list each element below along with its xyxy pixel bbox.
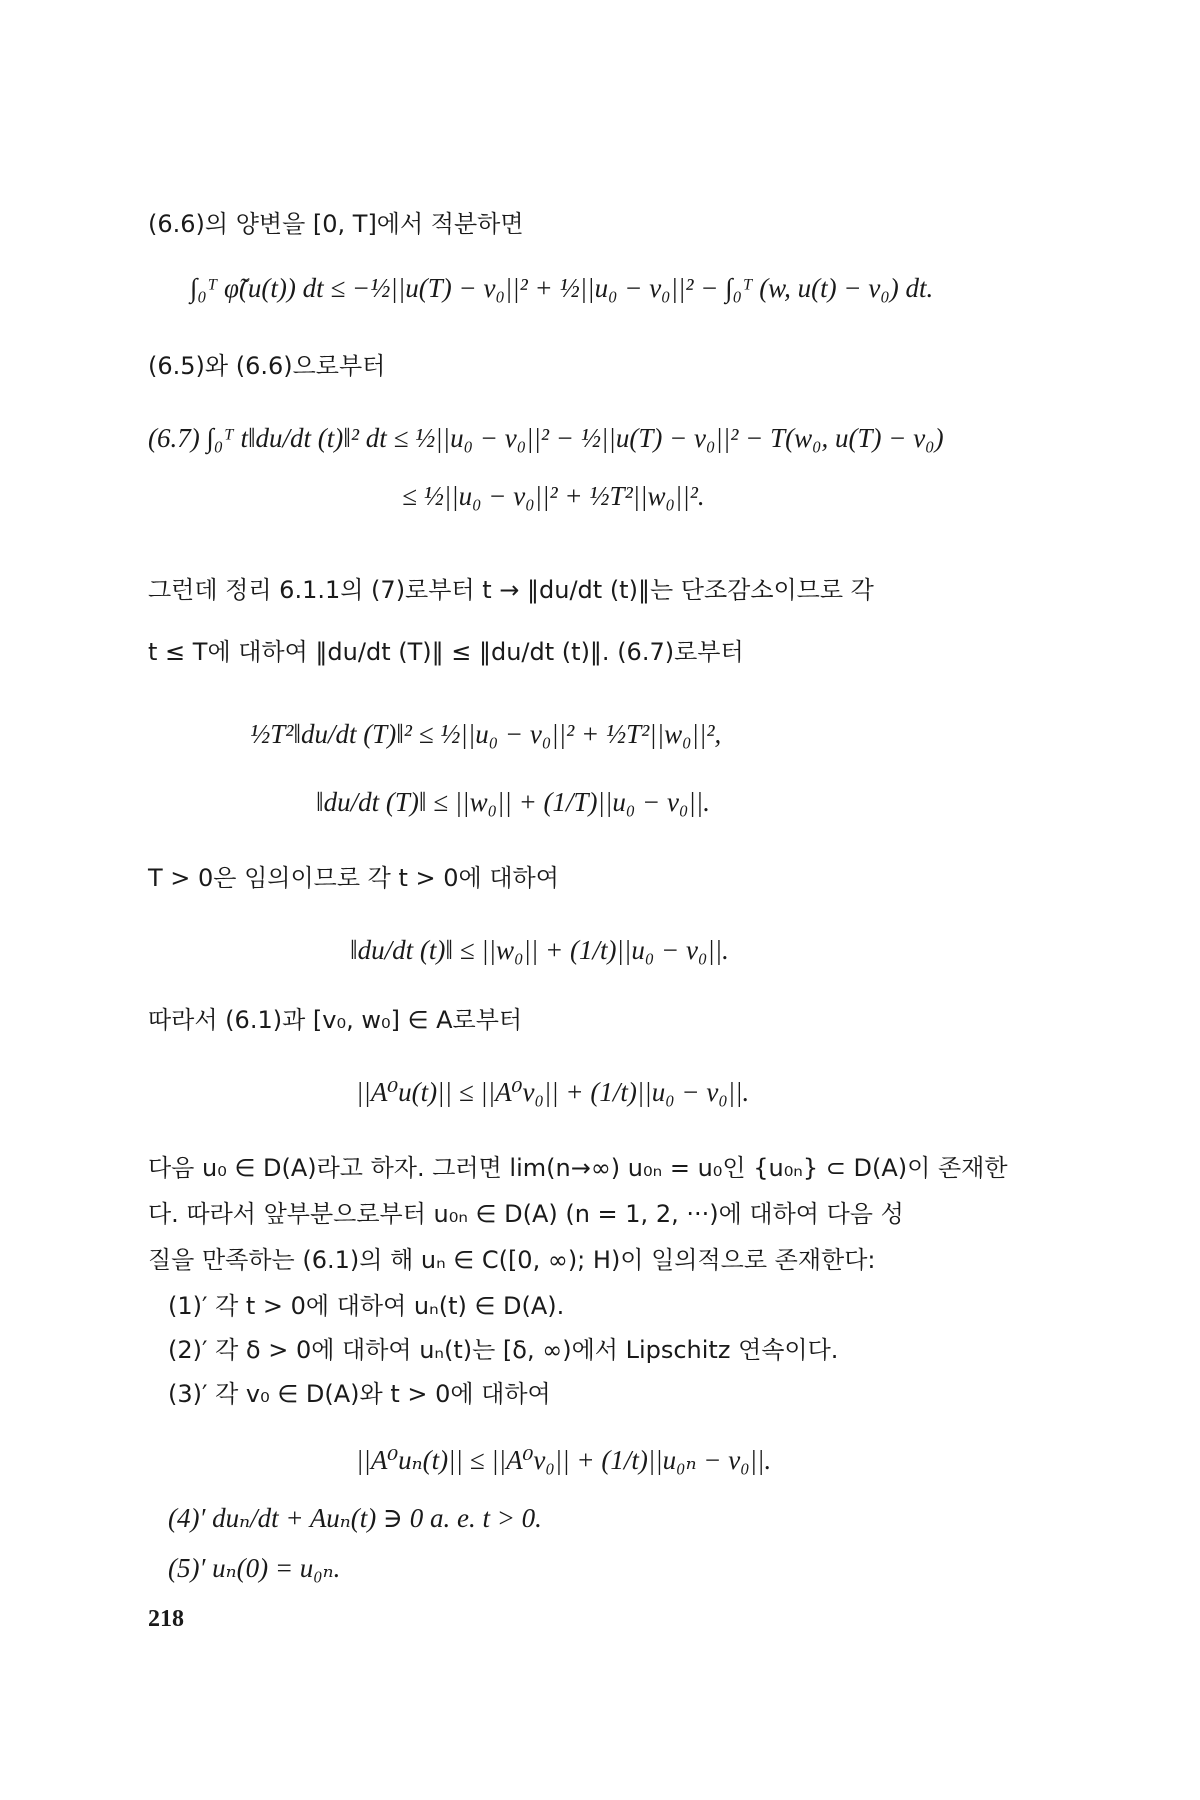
text-line: T > 0은 임의이므로 각 t > 0에 대하여 bbox=[148, 864, 559, 892]
property-item: (4)′ duₙ/dt + Auₙ(t) ∋ 0 a. e. t > 0. bbox=[168, 1503, 542, 1533]
text-line: 그런데 정리 6.1.1의 (7)로부터 t → ‖du/dt (t)‖는 단조감소이므로 각 bbox=[148, 576, 874, 604]
equation: ||A⁰uₙ(t)|| ≤ ||A⁰v₀|| + (1/t)||u₀ₙ − v₀||. bbox=[356, 1445, 772, 1475]
text-line: (6.5)와 (6.6)으로부터 bbox=[148, 352, 386, 380]
page-number: 218 bbox=[148, 1606, 184, 1632]
property-item: (2)′ 각 δ > 0에 대하여 uₙ(t)는 [δ, ∞)에서 Lipschitz 연속이다. bbox=[168, 1336, 839, 1364]
equation: ½T²‖du/dt (T)‖² ≤ ½||u₀ − v₀||² + ½T²||w₀||², bbox=[250, 719, 722, 749]
equation-6-7: (6.7) ∫₀ᵀ t‖du/dt (t)‖² dt ≤ ½||u₀ − v₀||² − ½||u(T) − v₀||² − T(w₀, u(T) − v₀) bbox=[148, 423, 944, 453]
text-line: 질을 만족하는 (6.1)의 해 uₙ ∈ C([0, ∞); H)이 일의적으로 존재한다: bbox=[148, 1246, 876, 1274]
equation: ‖du/dt (T)‖ ≤ ||w₀|| + (1/T)||u₀ − v₀||. bbox=[316, 787, 710, 817]
equation: ∫₀ᵀ φ̃(u(t)) dt ≤ −½||u(T) − v₀||² + ½||u₀ − v₀||² − ∫₀ᵀ (w, u(t) − v₀) dt. bbox=[190, 273, 934, 303]
text-line: (6.6)의 양변을 [0, T]에서 적분하면 bbox=[148, 210, 524, 238]
text-line: 다. 따라서 앞부분으로부터 u₀ₙ ∈ D(A) (n = 1, 2, ···)에 대하여 다음 성 bbox=[148, 1200, 904, 1228]
property-item: (5)′ uₙ(0) = u₀ₙ. bbox=[168, 1553, 341, 1583]
text-line: 다음 u₀ ∈ D(A)라고 하자. 그러면 lim(n→∞) u₀ₙ = u₀인 {u₀ₙ} ⊂ D(A)이 존재한 bbox=[148, 1154, 1008, 1182]
text-line: 따라서 (6.1)과 [v₀, w₀] ∈ A로부터 bbox=[148, 1006, 523, 1034]
property-item: (3)′ 각 v₀ ∈ D(A)와 t > 0에 대하여 bbox=[168, 1380, 551, 1408]
equation: ≤ ½||u₀ − v₀||² + ½T²||w₀||². bbox=[402, 481, 705, 511]
text-line: t ≤ T에 대하여 ‖du/dt (T)‖ ≤ ‖du/dt (t)‖. (6.7)로부터 bbox=[148, 638, 744, 666]
equation: ||A⁰u(t)|| ≤ ||A⁰v₀|| + (1/t)||u₀ − v₀||. bbox=[356, 1077, 750, 1107]
property-item: (1)′ 각 t > 0에 대하여 uₙ(t) ∈ D(A). bbox=[168, 1292, 565, 1320]
equation: ‖du/dt (t)‖ ≤ ||w₀|| + (1/t)||u₀ − v₀||. bbox=[350, 935, 729, 965]
